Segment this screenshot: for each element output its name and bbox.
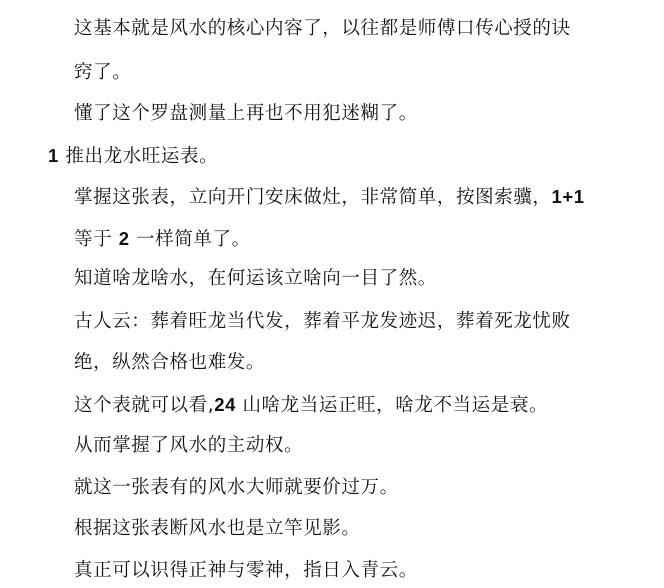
- paragraph-line: [74, 394, 548, 417]
- paragraph-line: [74, 103, 418, 125]
- paragraph-line: [74, 18, 571, 40]
- text: 真正可以识得正神与零神，指日入青云。: [74, 560, 418, 581]
- mountains-number: 24: [214, 394, 236, 415]
- text: 等于: [74, 229, 113, 250]
- number-two: 2: [118, 228, 130, 249]
- text: 就这一张表有的风水大师就要价过万。: [74, 477, 399, 498]
- paragraph-line: [74, 518, 361, 540]
- section-heading: [48, 145, 218, 168]
- text: 这基本就是风水的核心内容了，以往都是师傅口传心授的诀: [74, 18, 571, 39]
- paragraph-line: [74, 186, 585, 209]
- text: 从而掌握了风水的主动权。: [74, 435, 304, 456]
- text: 绝，纵然合格也难发。: [74, 352, 266, 373]
- text: 根据这张表断风水也是立竿见影。: [74, 518, 361, 539]
- paragraph-line: [74, 228, 251, 251]
- text: 山啥龙当运正旺，啥龙不当运是衰。: [242, 395, 549, 416]
- text: 知道啥龙啥水，在何运该立啥向一目了然。: [74, 268, 437, 289]
- heading-text: 推出龙水旺运表。: [65, 146, 219, 167]
- paragraph-line: [74, 560, 418, 582]
- text: 古人云：葬着旺龙当代发，葬着平龙发迹迟，葬着死龙忧败: [74, 311, 571, 332]
- equation-number: 1+1: [551, 186, 585, 207]
- text: 一样简单了。: [136, 229, 251, 250]
- heading-number: 1: [48, 145, 59, 166]
- text: 懂了这个罗盘测量上再也不用犯迷糊了。: [74, 103, 418, 124]
- paragraph-line: [74, 62, 131, 84]
- paragraph-line: [74, 268, 437, 290]
- text: 窍了。: [74, 62, 132, 83]
- paragraph-line: [74, 311, 571, 333]
- paragraph-line: [74, 477, 399, 499]
- text: 掌握这张表，立向开门安床做灶，非常简单，按图索骥，: [74, 187, 552, 208]
- paragraph-line: [74, 352, 265, 374]
- paragraph-line: [74, 435, 303, 457]
- text: 这个表就可以看,: [74, 395, 215, 416]
